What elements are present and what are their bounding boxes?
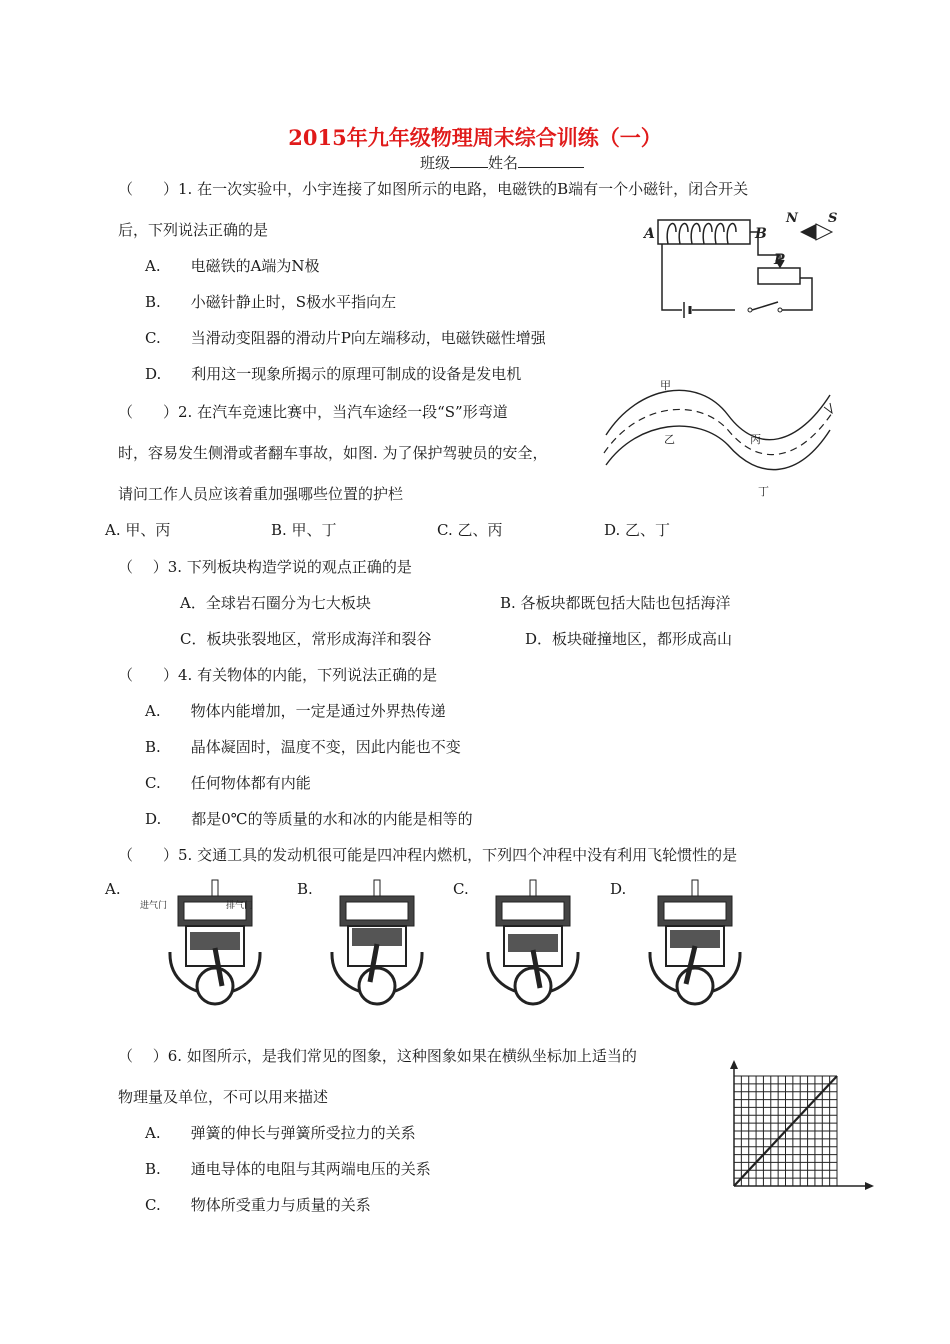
class-blank[interactable] — [450, 153, 488, 168]
q6-option-b: B. 通电导体的电阻与其两端电压的关系 — [145, 1160, 431, 1178]
q5-engine-stroke-c — [478, 878, 588, 1018]
q1-circuit-diagram — [640, 210, 840, 320]
q2-stem-line3: 请问工作人员应该着重加强哪些位置的护栏 — [118, 485, 404, 503]
q4-option-d: D. 都是0℃的等质量的水和冰的内能是相等的 — [145, 810, 473, 828]
q1-stem-line1: （ ）1. 在一次实验中，小宇连接了如图所示的电路，电磁铁的B端有一个小磁针，闭合开关 — [118, 180, 749, 198]
switch-blade — [752, 302, 778, 310]
q2-stem-line1: （ ）2. 在汽车竞速比赛中，当汽车途经一段“S”形弯道 — [118, 403, 508, 421]
x-axis-arrow — [865, 1182, 874, 1190]
q2-stem-line2: 时，容易发生侧滑或者翻车事故，如图. 为了保护驾驶员的安全， — [118, 444, 548, 462]
fig1-label-p: P — [774, 252, 785, 268]
q4-option-a: A. 物体内能增加，一定是通过外界热传递 — [145, 702, 446, 720]
q1-option-d: D. 利用这一现象所揭示的原理可制成的设备是发电机 — [145, 365, 522, 383]
q3-stem: （ ）3. 下列板块构造学说的观点正确的是 — [118, 558, 412, 576]
q4-option-b: B. 晶体凝固时，温度不变，因此内能也不变 — [145, 738, 461, 756]
q5-engine-stroke-d — [640, 878, 750, 1018]
q5-label-c: C. — [453, 880, 469, 898]
q5-engine-stroke-b — [322, 878, 432, 1018]
q6-option-c: C. 物体所受重力与质量的关系 — [145, 1196, 371, 1214]
q4-option-c: C. 任何物体都有内能 — [145, 774, 311, 792]
q3-option-b: B. 各板块都既包括大陆也包括海洋 — [500, 594, 731, 612]
y-axis-arrow — [730, 1060, 738, 1069]
q6-proportional-graph — [722, 1060, 877, 1190]
fig1-label-s: S — [828, 211, 838, 226]
fig2-label-ding: 丁 — [758, 485, 769, 498]
car-path-dashed — [604, 409, 832, 454]
q1-option-a: A. 电磁铁的A端为N极 — [145, 257, 320, 275]
q1-option-b: B. 小磁针静止时，S极水平指向左 — [145, 293, 397, 311]
q4-stem: （ ）4. 有关物体的内能，下列说法正确的是 — [118, 666, 438, 684]
q2-option-c: C. 乙、丙 — [437, 521, 503, 539]
q6-stem-line1: （ ）6. 如图所示，是我们常见的图象，这种图象如果在横纵坐标加上适当的 — [118, 1047, 637, 1065]
compass-needle-s — [816, 224, 832, 240]
name-blank[interactable] — [518, 153, 584, 168]
fig1-label-a: A — [644, 226, 655, 242]
exhaust-valve-label: 排气门 — [226, 901, 254, 911]
q3-option-a: A．全球岩石圈分为七大板块 — [180, 594, 371, 612]
intake-valve-label: 进气门 — [140, 901, 168, 911]
q5-label-a: A. — [105, 880, 121, 898]
q2-option-b: B. 甲、丁 — [271, 521, 337, 539]
fig1-label-b: B — [755, 226, 767, 242]
compass-needle-n — [800, 224, 816, 240]
q5-label-b: B. — [297, 880, 313, 898]
fig2-label-yi: 乙 — [664, 433, 675, 446]
fig1-label-n: N — [786, 211, 798, 226]
q6-stem-line2: 物理量及单位，不可以用来描述 — [118, 1088, 329, 1106]
q5-stem: （ ）5. 交通工具的发动机很可能是四冲程内燃机，下列四个冲程中没有利用飞轮惯性的是 — [118, 846, 738, 864]
fig2-label-jia: 甲 — [660, 379, 671, 392]
q2-option-d: D. 乙、丁 — [604, 521, 671, 539]
q1-stem-line2: 后，下列说法正确的是 — [118, 221, 269, 239]
q3-option-d: D．板块碰撞地区，都形成高山 — [525, 630, 733, 648]
student-info-line — [420, 152, 584, 173]
q2-s-curve-road — [598, 375, 838, 500]
q3-option-c: C．板块张裂地区，常形成海洋和裂谷 — [180, 630, 432, 648]
q2-option-a: A. 甲、丙 — [105, 521, 171, 539]
road-outer-edge — [606, 390, 830, 439]
q5-engine-stroke-a — [140, 878, 270, 1018]
name-label: 姓名 — [488, 154, 519, 172]
q1-option-c: C. 当滑动变阻器的滑动片P向左端移动，电磁铁磁性增强 — [145, 329, 546, 347]
q6-option-a: A. 弹簧的伸长与弹簧所受拉力的关系 — [145, 1124, 416, 1142]
coil-windings — [667, 223, 736, 244]
class-label: 班级 — [420, 154, 451, 172]
rheostat — [758, 268, 800, 284]
q5-label-d: D. — [610, 880, 627, 898]
fig2-label-bing: 丙 — [750, 433, 761, 446]
page-title: 2015年九年级物理周末综合训练（一） — [288, 125, 662, 150]
